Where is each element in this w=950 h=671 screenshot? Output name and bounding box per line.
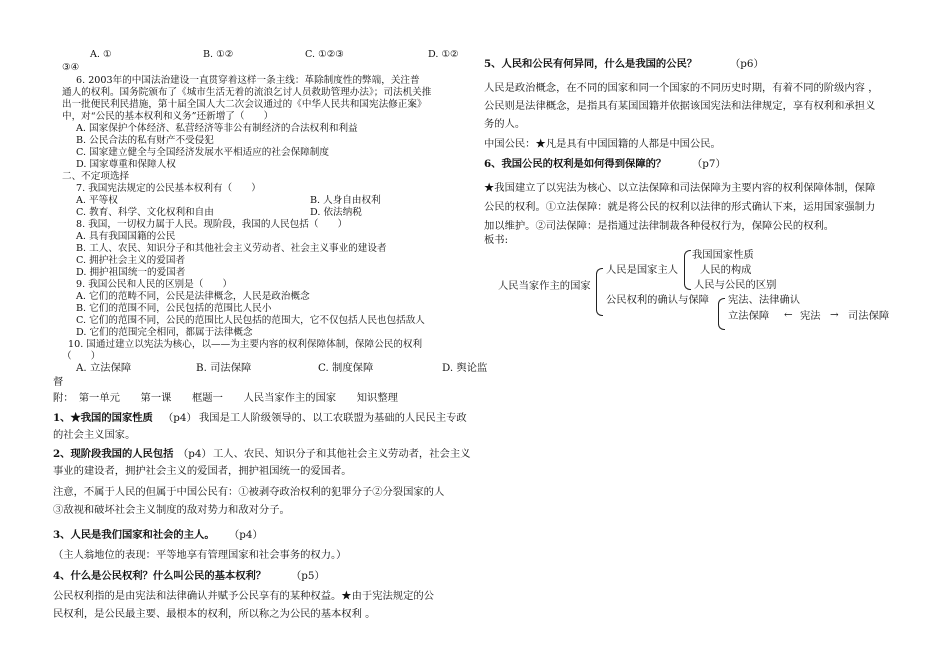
kp5-line: 人民是政治概念，在不同的国家和同一个国家的不同历史时期，有着不同的阶级内容 ， — [484, 82, 879, 94]
kp4-line: 民权利，是公民最主要、最根本的权利，所以称之为公民的基本权利 。 — [53, 608, 376, 620]
kp3-ref: （p4） — [229, 529, 263, 541]
q5-option-tail: ③④ — [62, 62, 80, 73]
branch-1-brace — [684, 250, 691, 290]
chain-arrow-left-icon: ← — [784, 309, 793, 321]
kp6-line: ★我国建立了以宪法为核心、以立法保障和司法保障为主要内容的权利保障体制，保障 — [484, 182, 876, 194]
q8-option-c: C. 拥护社会主义的爱国者 — [76, 255, 186, 266]
kp2-note: 注意，不属于人民的但属于中国公民有：①被剥夺政治权利的犯罪分子②分裂国家的人 — [53, 486, 445, 498]
q6-stem-line: 出一批便民利民措施，第十届全国人大二次会议通过的《中华人民共和国宪法修正案》 — [62, 99, 427, 110]
kp6-line: 公民的权利。①立法保障：就是将公民的权利以法律的形式确认下来，运用国家强制力 — [484, 201, 876, 213]
q7-option-d: D. 依法纳税 — [310, 207, 362, 218]
kp4-ref: （p5） — [291, 570, 325, 582]
q5-option-c: C. ①②③ — [305, 49, 344, 60]
q5-option-a: A. ① — [90, 49, 112, 60]
board-branch-2: 公民权利的确认与保障 — [606, 294, 709, 306]
q7-option-b: B. 人身自由权利 — [310, 195, 381, 206]
q8-option-a: A. 具有我国国籍的公民 — [76, 231, 176, 242]
appendix-header: 附： 第一单元 第一课 框题一 人民当家作主的国家 知识整理 — [53, 392, 398, 404]
q8-stem: 8. 我国，一切权力属于人民。现阶段，我国的人民包括（ ） — [76, 219, 348, 230]
q8-option-d: D. 拥护祖国统一的爱国者 — [76, 267, 186, 278]
kp3-line: （主人翁地位的表现：平等地享有管理国家和社会事务的权力。） — [53, 549, 347, 561]
chain-legislative: 立法保障 — [728, 310, 770, 322]
board-branch-1-item: 我国国家性质 — [692, 249, 754, 261]
q7-option-a: A. 平等权 — [76, 195, 118, 206]
kp2-ref: （p4） — [178, 448, 212, 460]
kp1-line: 的社会主义国家。 — [53, 429, 136, 441]
q5-option-d: D. ①② — [428, 49, 459, 60]
q9-option-d: D. 它们的范围完全相同，都属于法律概念 — [76, 327, 253, 338]
q9-option-a: A. 它们的范畴不同，公民是法律概念，人民是政治概念 — [76, 291, 310, 302]
kp5-line: 公民则是法律概念，是指具有某国国籍并依据该国宪法和法律规定，享有权利和承担义 — [484, 100, 876, 112]
q10-paren: （ ） — [62, 351, 101, 362]
board-branch-1: 人民是国家主人 — [606, 264, 679, 276]
board-label: 板书: — [484, 234, 509, 246]
branch-2-brace — [718, 298, 725, 330]
kp5-line: 中国公民：★凡是具有中国国籍的人都是中国公民。 — [484, 138, 721, 150]
kp2-line: 事业的建设者，拥护社会主义的爱国者，拥护祖国统一的爱国者。 — [53, 465, 352, 477]
kp3-title: 3、人民是我们国家和社会的主人。 — [53, 529, 215, 541]
q6-stem-line: 6. 2003年的中国法治建设一直贯穿着这样一条主线：革除制度性的弊端，关注普 — [76, 75, 420, 86]
q6-option-d: D. 国家尊重和保障人权 — [76, 159, 176, 170]
q9-stem: 9. 我国公民和人民的区别是（ ） — [76, 279, 233, 290]
q8-option-b: B. 工人、农民、知识分子和其他社会主义劳动者、社会主义事业的建设者 — [76, 243, 387, 254]
kp5-ref: （p6） — [730, 58, 764, 70]
board-branch-2-item: 宪法、法律确认 — [728, 294, 801, 306]
q10-option-d: D. 舆论监 — [442, 362, 488, 374]
kp6-ref: （p7） — [692, 158, 726, 170]
kp1-ref: （p4） — [163, 412, 197, 424]
kp2-line: 工人、农民、知识分子和其他社会主义劳动者，社会主义 — [213, 448, 471, 460]
q6-stem-line: 通人的权利。国务院颁布了《城市生活无着的流浪乞讨人员救助管理办法》；司法机关推 — [62, 87, 432, 98]
kp4-title: 4、什么是公民权利？什么叫公民的基本权利？ — [53, 570, 267, 582]
q6-option-a: A. 国家保护个体经济、私营经济等非公有制经济的合法权利和利益 — [76, 123, 358, 134]
q7-option-c: C. 教育、科学、文化权利和自由 — [76, 207, 214, 218]
q10-stem: 10. 国通过建立以宪法为核心，以——为主要内容的权利保障体制，保障公民的权利 — [68, 339, 423, 350]
q7-stem: 7. 我国宪法规定的公民基本权利有（ ） — [76, 183, 261, 194]
kp4-line: 公民权利指的是由宪法和法律确认并赋予公民享有的某种权益。★由于宪法规定的公 — [53, 590, 434, 602]
q9-option-b: B. 它们的范围不同，公民包括的范围比人民小 — [76, 303, 272, 314]
kp2-title: 2、现阶段我国的人民包括 — [53, 448, 174, 460]
kp6-line: 加以维护。②司法保障：是指通过法律制裁各种侵权行为，保障公民的权利。 — [484, 220, 835, 232]
chain-constitution: 宪法 — [800, 310, 821, 322]
chain-judicial: 司法保障 — [848, 310, 890, 322]
kp5-line: 务的人。 — [484, 118, 526, 130]
board-outline — [484, 234, 904, 334]
q5-option-b: B. ①② — [203, 49, 234, 60]
kp1-title: 1、★我国的国家性质 — [53, 412, 153, 424]
root-brace — [596, 268, 603, 316]
kp5-title: 5、人民和公民有何异同，什么是我国的公民？ — [484, 58, 698, 70]
q9-option-c: C. 它们的范围不同，公民的范围比人民包括的范围大，它不仅包括人民也包括敌人 — [76, 315, 425, 326]
board-root: 人民当家作主的国家 — [498, 280, 591, 292]
q10-option-b: B. 司法保障 — [196, 362, 252, 374]
chain-arrow-right-icon: → — [830, 309, 839, 321]
kp6-title: 6、我国公民的权利是如何得到保障的？ — [484, 158, 667, 170]
board-branch-1-item: 人民与公民的区别 — [694, 279, 777, 291]
kp1-line: 我国是工人阶级领导的、以工农联盟为基础的人民民主专政 — [199, 412, 467, 424]
q6-option-c: C. 国家建立健全与全国经济发展水平相适应的社会保障制度 — [76, 147, 329, 158]
q10-option-a: A. 立法保障 — [76, 362, 132, 374]
section-heading: 二、不定项选择 — [62, 171, 130, 182]
q6-stem-line: 中，对“公民的基本权利和义务”还新增了（ ） — [62, 111, 274, 122]
q6-option-b: B. 公民合法的私有财产不受侵犯 — [76, 135, 214, 146]
kp2-note: ③敌视和破坏社会主义制度的敌对势力和敌对分子。 — [53, 504, 290, 516]
q10-option-d-tail: 督 — [53, 376, 64, 388]
q10-option-c: C. 制度保障 — [318, 362, 374, 374]
board-branch-1-item: 人民的构成 — [700, 264, 752, 276]
